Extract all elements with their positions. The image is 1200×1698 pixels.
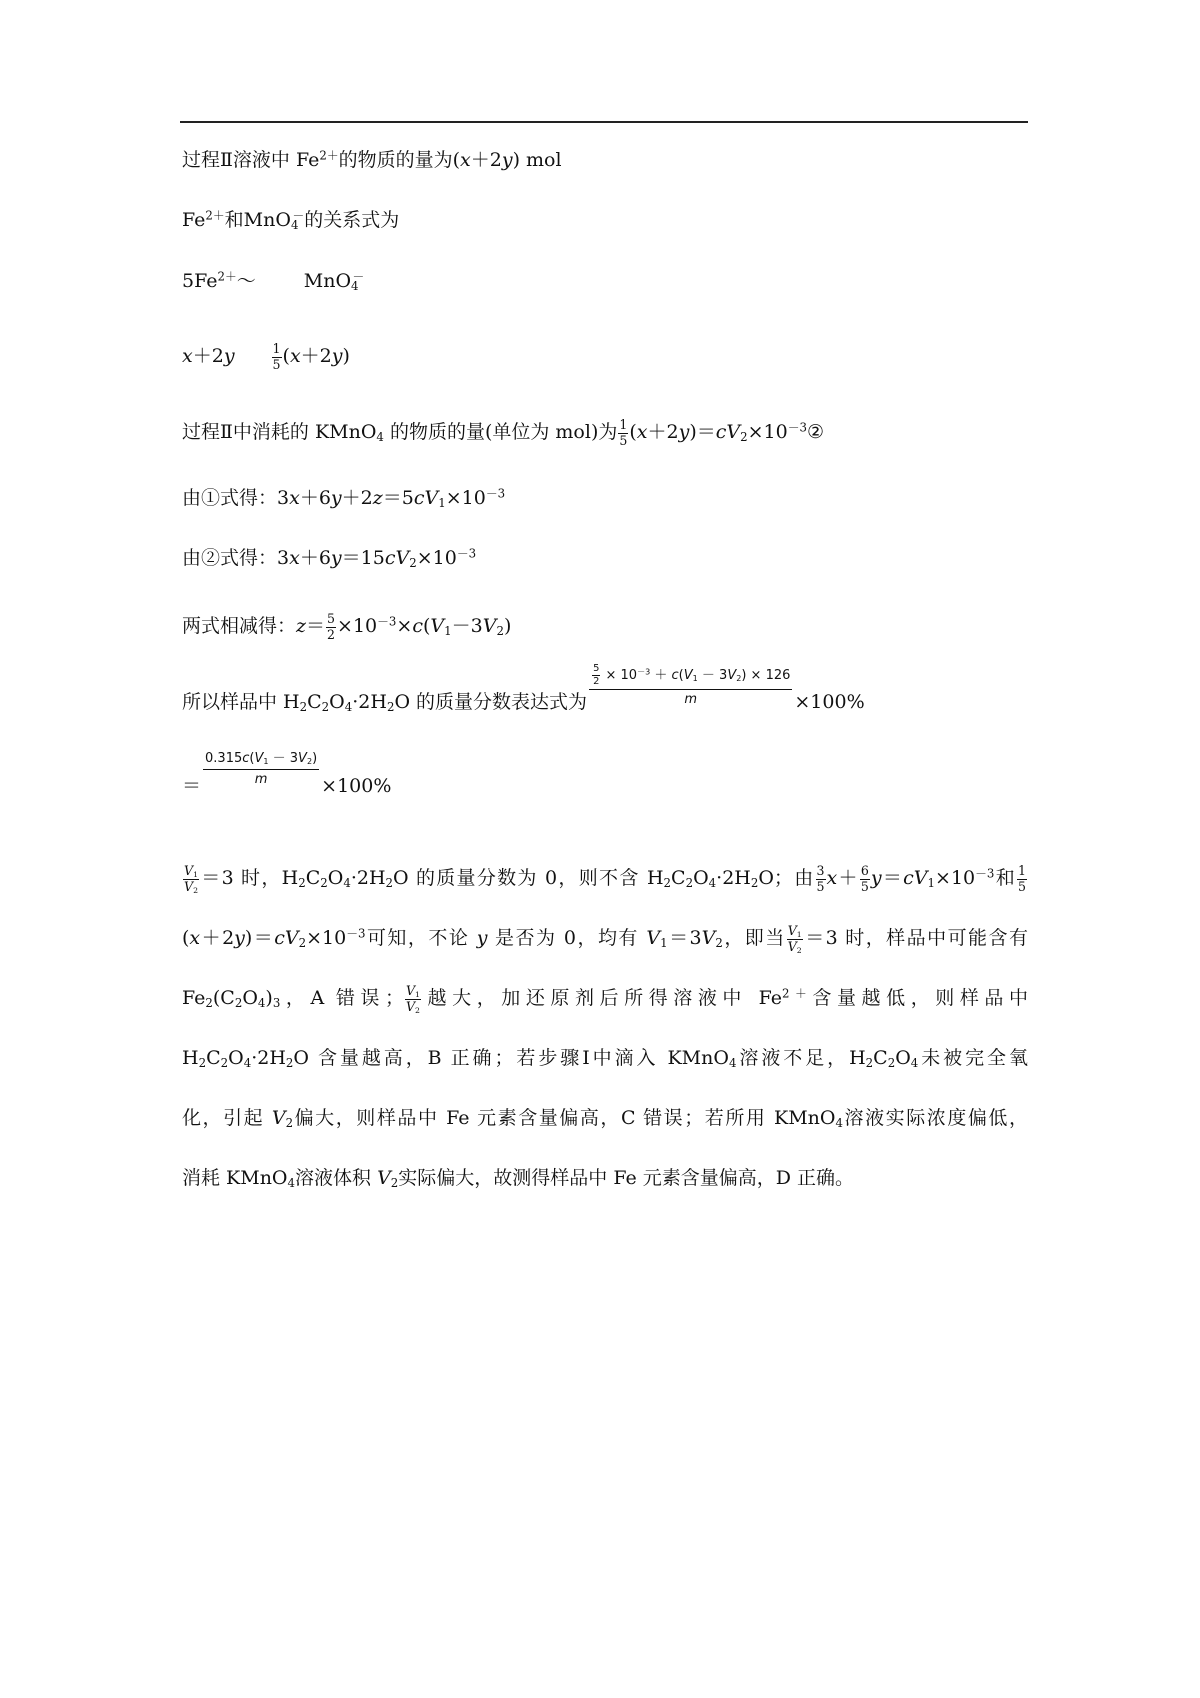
line-equation-1: 由①式得：$3x+6y+2z=5cV_1\times 10^{-3}$ <box>182 486 506 510</box>
line-relation-amounts: x＋2y $\frac{1}{5}$ (x＋2y) <box>182 340 350 372</box>
line-relation-species: $5Fe^{2+}\sim$ MnO$_4$－ <box>182 269 365 293</box>
line-equation-2: 由②式得：$3x+6y=15cV_2\times 10^{-3}$ <box>182 546 477 570</box>
analysis-paragraph: $\frac{V_1}{V_2}$ ＝3 时，$H_2C_2O_4\cdot 2H_2O$ 的质量分数为 0，则不含 $H_2C_2O_4\cdot 2H_2O$；由 $\frac{3}{5}$ x＋ $\frac{6}{5}$ $y=cV_1\times 10^{-3}$和 $\frac{1}{5}$ $(x+2y)=cV_2\times 10^{-3}$可知，不论 y 是否为 0，均有 $V_1=3V_2$，即当 $\frac{V_1}{V_2}$ ＝3 时，样品中可能含有 $Fe_2(C_2O_4)_3$，A 错误； $\frac{V_1}{V_2}$ 越大，加还原剂后所得溶液中 $Fe^{2+}$含量越低，则样品中 $H_2C_2O_4\cdot 2H_2O$ 含量越高，B 正确；若步骤Ⅰ中滴入 KMnO$_4$溶液不足，$H_2C_2O_4$未被完全氧 化，引起 $V_2$偏大，则样品中 Fe 元素含量偏高，C 错误；若所用 KMnO$_4$溶液实际浓度偏低， 消耗 KMnO$_4$溶液体积 $V_2$实际偏大，故测得样品中 Fe 元素含量偏高，D 正确。 <box>182 862 1028 1190</box>
line-mass-fraction: 所以样品中 $H_2C_2O_4\cdot 2H_2O$ 的质量分数表达式为 $\frac{5}{2}$ × $10^{-3} + c(V_1 - 3V_2) \times 126$ m ×100% <box>182 663 865 714</box>
line-kmno4-consumed: 过程Ⅱ中消耗的 KMnO$_4$ 的物质的量(单位为 mol)为 $\frac{1}{5}$ $(x+2y)=cV_2\times 10^{-3}②$ <box>182 416 825 448</box>
header-rule <box>180 121 1028 123</box>
line-subtract: 两式相减得：z＝ $\frac{5}{2}$ $\times 10^{-3}\times c(V_1-3V_2)$ <box>182 610 512 642</box>
line-simplified: ＝ $\frac{0.315c(V_1 - 3V_2)}{m}$ ×100% <box>182 751 392 797</box>
line-fe2-amount: 过程Ⅱ溶液中 $Fe^{2+}$的物质的量为(x＋2y) mol <box>182 148 562 171</box>
line-relation-intro: $Fe^{2+}$和MnO$_4$－的关系式为 <box>182 208 400 232</box>
